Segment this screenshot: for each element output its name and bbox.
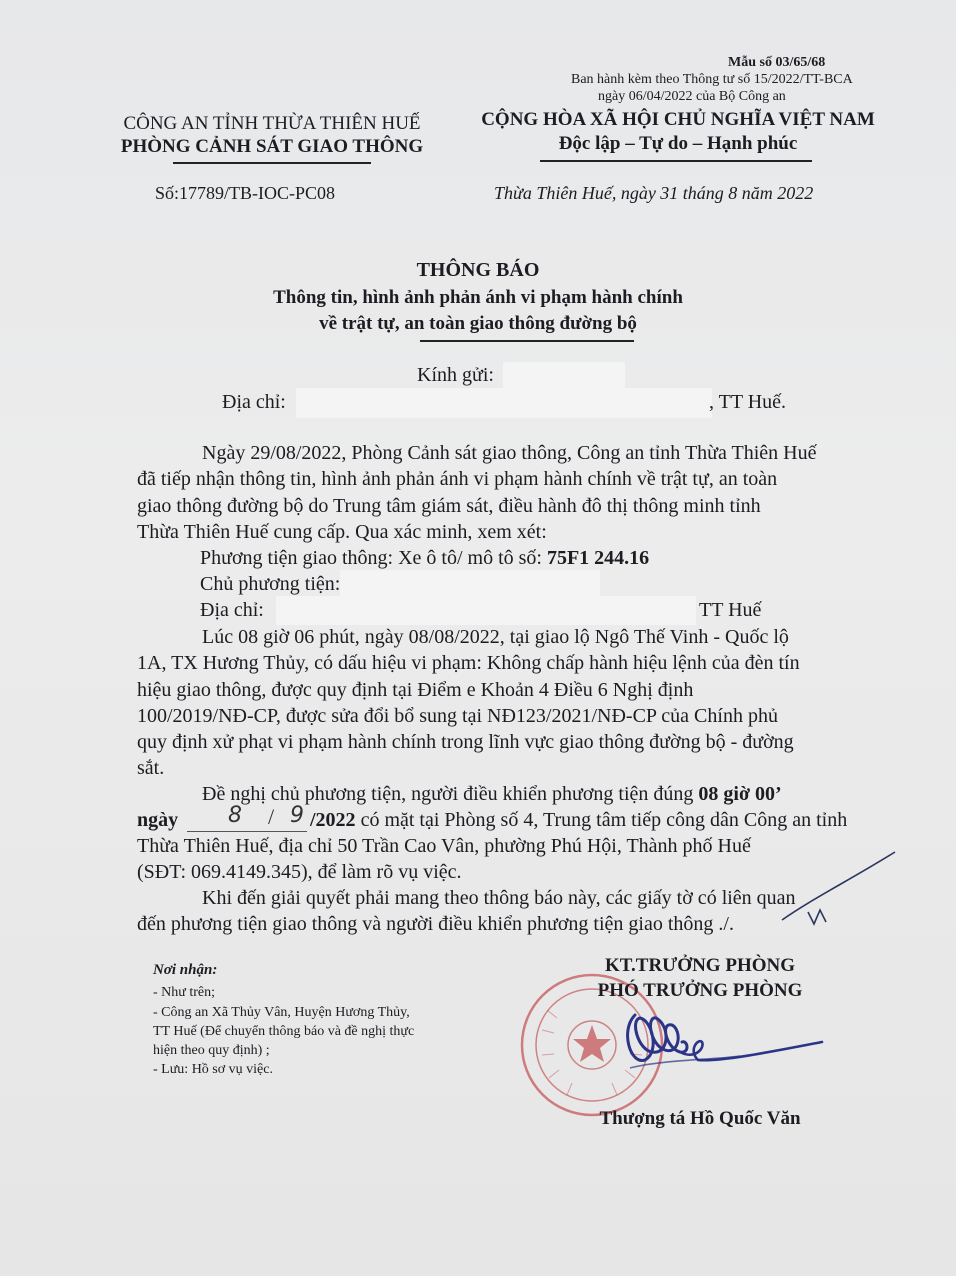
place-date: Thừa Thiên Huế, ngày 31 tháng 8 năm 2022 [494, 183, 814, 203]
bring-line-1: Khi đến giải quyết phải mang theo thông báo này, các giấy tờ có liên quan [202, 887, 796, 909]
intro-line-4: Thừa Thiên Huế cung cấp. Qua xác minh, xem xét: [137, 521, 547, 543]
recipient-label: Kính gửi: [417, 364, 494, 386]
violation-line-2: 1A, TX Hương Thủy, có dấu hiệu vi phạm: Không chấp hành hiệu lệnh của đèn tín [137, 652, 800, 674]
recipients-line-4: hiện theo quy định) ; [153, 1043, 270, 1058]
handwritten-day: 8 [228, 803, 242, 828]
vehicle-line [200, 547, 649, 570]
request-line-4: (SĐT: 069.4149.345), để làm rõ vụ việc. [137, 861, 462, 883]
handwritten-signature [590, 990, 830, 1100]
intro-line-3: giao thông đường bộ do Trung tâm giám sát, điều hành đô thị thông minh tỉnh [137, 495, 761, 517]
country-name: CỘNG HÒA XÃ HỘI CHỦ NGHĨA VIỆT NAM [481, 109, 875, 130]
agency-underline [173, 162, 371, 164]
doc-subtitle-1: Thông tin, hình ảnh phản ánh vi phạm hành chính [273, 287, 683, 308]
doc-number: Số:17789/TB-IOC-PC08 [155, 183, 336, 203]
owner-address-tail: TT Huế [699, 599, 762, 621]
recipient-address-label: Địa chỉ: [222, 391, 286, 413]
bring-line-2: đến phương tiện giao thông và người điều khiển phương tiện giao thông ./. [137, 913, 734, 935]
intro-line-1: Ngày 29/08/2022, Phòng Cảnh sát giao thông, Công an tỉnh Thừa Thiên Huế [202, 442, 817, 464]
violation-line-3: hiệu giao thông, được quy định tại Điểm e Khoản 4 Điều 6 Nghị định [137, 679, 694, 701]
violation-line-6: sắt. [137, 757, 165, 779]
initials-mark [780, 850, 900, 930]
recipients-title: Nơi nhận: [153, 962, 218, 978]
recipients-line-3: TT Huế (Để chuyển thông báo và đề nghị thực [153, 1024, 415, 1039]
vehicle-plate: 75F1 244.16 [546, 547, 650, 569]
form-number: Mẫu số 03/65/68 [728, 55, 826, 70]
agency-name: PHÒNG CẢNH SÁT GIAO THÔNG [120, 136, 424, 157]
handwritten-month: 9 [290, 803, 304, 828]
recipients-line-1: - Như trên; [153, 985, 216, 1000]
signatory-name: Thượng tá Hồ Quốc Văn [599, 1108, 801, 1129]
request-line-3: Thừa Thiên Huế, địa chỉ 50 Trần Cao Vân, phường Phú Hội, Thành phố Huế [137, 835, 751, 857]
signatory-position-1: KT.TRƯỞNG PHÒNG [605, 955, 795, 976]
appointment-year: /2022 [310, 809, 356, 831]
form-issued-with: Ban hành kèm theo Thông tư số 15/2022/TT-BCA [571, 72, 853, 87]
violation-line-4: 100/2019/NĐ-CP, được sửa đổi bổ sung tại NĐ123/2021/NĐ-CP của Chính phủ [137, 705, 778, 727]
appointment-day-label: ngày [137, 809, 179, 831]
recipient-address-tail: , TT Huế. [709, 391, 787, 413]
redacted-recipient-address [296, 388, 712, 418]
redacted-owner-address [276, 596, 696, 625]
request-line-1: Đề nghị chủ phương tiện, người điều khiển phương tiện đúng 08 giờ 00’ [202, 783, 782, 805]
violation-line-5: quy định xử phạt vi phạm hành chính trong lĩnh vực giao thông đường bộ - đường [137, 731, 794, 753]
date-blank-line [187, 831, 307, 832]
motto-underline [540, 160, 812, 162]
vehicle-label: Phương tiện giao thông: Xe ô tô/ mô tô số: [200, 547, 547, 569]
motto: Độc lập – Tự do – Hạnh phúc [558, 133, 798, 154]
owner-label: Chủ phương tiện: [200, 573, 341, 595]
doc-subtitle-2: về trật tự, an toàn giao thông đường bộ [319, 313, 637, 334]
redacted-owner [340, 570, 600, 598]
recipients-line-2: - Công an Xã Thủy Vân, Huyện Hương Thủy, [153, 1005, 410, 1020]
agency-parent: CÔNG AN TỈNH THỪA THIÊN HUẾ [123, 113, 421, 134]
form-issued-date: ngày 06/04/2022 của Bộ Công an [598, 89, 786, 104]
redacted-recipient [503, 362, 625, 390]
signatory-position-2: PHÓ TRƯỞNG PHÒNG [597, 980, 803, 1001]
title-underline [420, 340, 634, 342]
recipients-line-5: - Lưu: Hồ sơ vụ việc. [153, 1062, 273, 1077]
intro-line-2: đã tiếp nhận thông tin, hình ảnh phản ánh vi phạm hành chính về trật tự, an toàn [137, 468, 778, 490]
date-slash: / [268, 804, 275, 829]
request-line-2 [137, 809, 178, 832]
request-line-2-rest: /2022 có mặt tại Phòng số 4, Trung tâm tiếp công dân Công an tỉnh [310, 809, 848, 831]
violation-line-1: Lúc 08 giờ 06 phút, ngày 08/08/2022, tại giao lộ Ngô Thế Vinh - Quốc lộ [202, 626, 789, 648]
owner-address-label: Địa chỉ: [200, 599, 264, 621]
doc-title: THÔNG BÁO [416, 259, 540, 281]
appointment-time: 08 giờ 00’ [698, 783, 782, 805]
